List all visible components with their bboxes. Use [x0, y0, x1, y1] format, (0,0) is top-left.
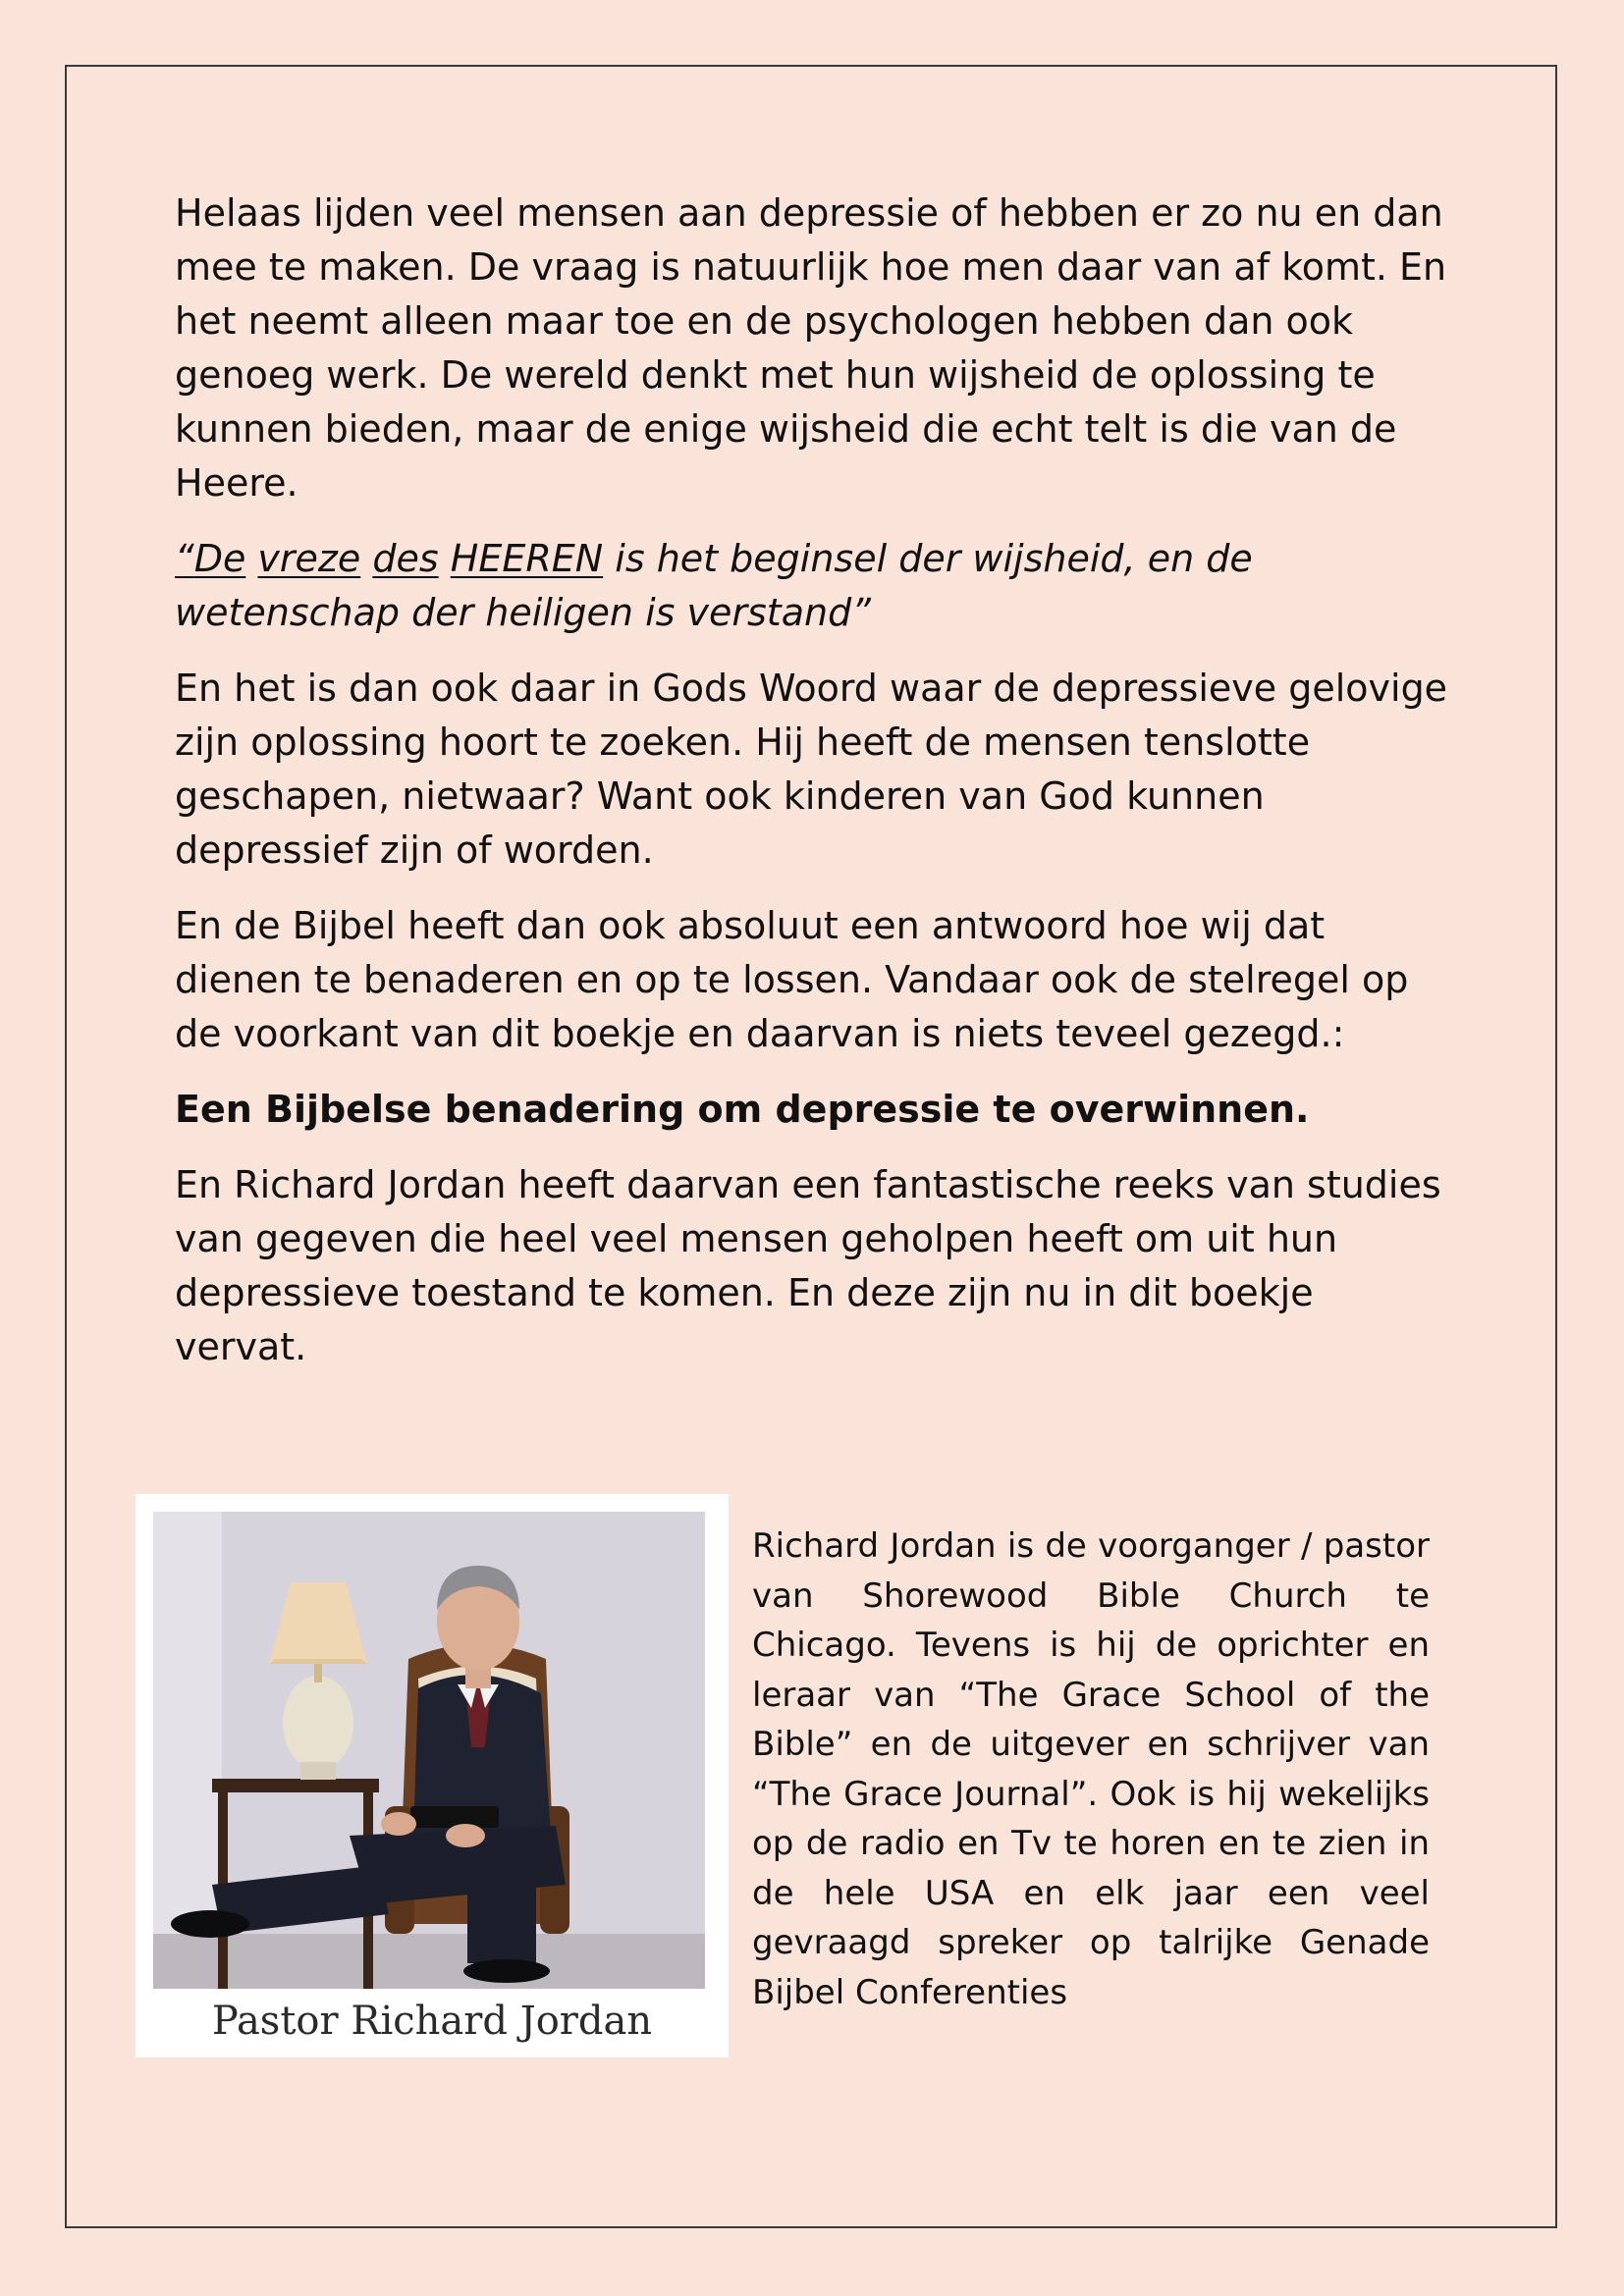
portrait-photo-frame: [135, 1494, 729, 2057]
main-text: [175, 187, 1451, 1396]
intro-paragraph: Helaas lijden veel mensen aan depressie of hebben er zo nu en dan mee te maken. De vraag is natuurlijk hoe men daar van af komt. En het neemt alleen maar toe en de psychologen hebben dan ook genoeg werk. De wereld denkt met hun wijsheid de oplossing te kunnen bieden, maar de enige wijsheid die echt telt is die van de Heere.: [175, 191, 1447, 505]
portrait-illustration: [153, 1512, 705, 1989]
quote-rest: is het beginsel der wijsheid, en de wetenschap der heiligen is verstand”: [175, 537, 1253, 634]
author-bio: Richard Jordan is de voorganger / pastor van Shorewood Bible Church te Chicago. Tevens is hij de oprichter en leraar van “The Grace School of the Bible” en de uitgever en schrijver van “The Grace Journal”. Ook is hij wekelijks op de radio en Tv te horen en te zien in de hele USA en elk jaar een veel gevraagd spreker op talrijke Genade Bijbel Conferenties: [752, 1526, 1430, 2012]
photo-caption: Pastor Richard Jordan: [211, 1999, 653, 2044]
quote-open-mark: “: [175, 537, 194, 580]
quote-word-1: De: [193, 537, 246, 580]
quote-word-2: vreze: [257, 537, 361, 580]
jordan-paragraph: En Richard Jordan heeft daarvan een fantastische reeks van studies van gegeven die heel veel mensen geholpen heeft om uit hun depressieve toestand te komen. En deze zijn nu in dit boekje vervat.: [175, 1163, 1441, 1368]
portrait-photo: [153, 1512, 705, 1989]
scripture-quote: [175, 532, 1451, 640]
section-heading: Een Bijbelse benadering om depressie te overwinnen.: [175, 1088, 1310, 1131]
quote-word-3: des: [372, 537, 439, 580]
gods-word-paragraph: En het is dan ook daar in Gods Woord waar de depressieve gelovige zijn oplossing hoort te zoeken. Hij heeft de mensen tenslotte geschapen, nietwaar? Want ook kinderen van God kunnen depressief zijn of worden.: [175, 667, 1448, 872]
bible-paragraph: En de Bijbel heeft dan ook absoluut een antwoord hoe wij dat dienen te benaderen en op te lossen. Vandaar ook de stelregel op de voorkant van dit boekje en daarvan is niets teveel gezegd.:: [175, 904, 1409, 1055]
quote-word-4: HEEREN: [450, 537, 604, 580]
